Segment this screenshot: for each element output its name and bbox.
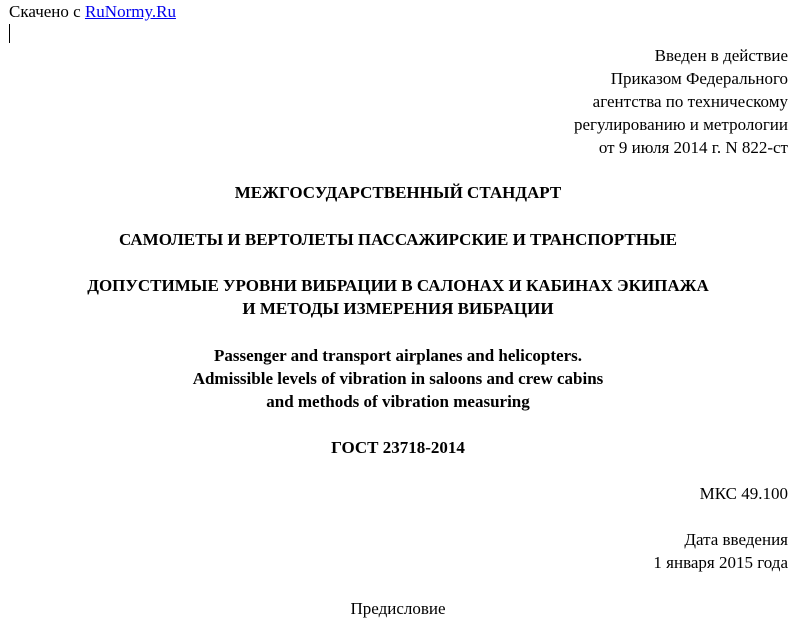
mks-block — [700, 482, 788, 505]
introduction-label: Дата введения — [684, 530, 788, 549]
introduction-date-block — [653, 528, 788, 574]
source-link[interactable]: RuNormy.Ru — [84, 2, 176, 21]
introduction-date: 1 января 2015 года — [653, 553, 788, 572]
text-cursor — [9, 24, 10, 43]
foreword-heading: Предисловие — [350, 599, 446, 618]
approval-block — [574, 44, 788, 159]
source-line — [9, 0, 176, 23]
title-line: И МЕТОДЫ ИЗМЕРЕНИЯ ВИБРАЦИИ — [242, 299, 554, 318]
approval-line: регулированию и метрологии — [573, 115, 788, 134]
mks-code: МКС 49.100 — [699, 484, 788, 503]
approval-line: от 9 июля 2014 г. N 822-ст — [598, 138, 788, 157]
subject-heading — [0, 228, 790, 251]
standard-type-text: МЕЖГОСУДАРСТВЕННЫЙ СТАНДАРТ — [234, 183, 562, 202]
english-title-line: Admissible levels of vibration in saloons and crew cabins — [192, 369, 604, 388]
english-title-line: and methods of vibration measuring — [266, 392, 530, 411]
gost-code-text: ГОСТ 23718-2014 — [331, 438, 465, 457]
title-line: ДОПУСТИМЫЕ УРОВНИ ВИБРАЦИИ В САЛОНАХ И КАБИНАХ ЭКИПАЖА — [87, 276, 709, 295]
standard-type-heading — [0, 181, 790, 204]
gost-code-heading — [0, 436, 790, 459]
subject-text: САМОЛЕТЫ И ВЕРТОЛЕТЫ ПАССАЖИРСКИЕ И ТРАНСПОРТНЫЕ — [118, 230, 678, 249]
english-title-heading — [0, 344, 790, 413]
approval-line: агентства по техническому — [592, 92, 788, 111]
english-title-line: Passenger and transport airplanes and helicopters. — [213, 346, 583, 365]
source-prefix: Скачено с — [9, 2, 85, 21]
title-heading — [0, 274, 790, 320]
approval-line: Введен в действие — [654, 46, 788, 65]
approval-line: Приказом Федерального — [610, 69, 788, 88]
